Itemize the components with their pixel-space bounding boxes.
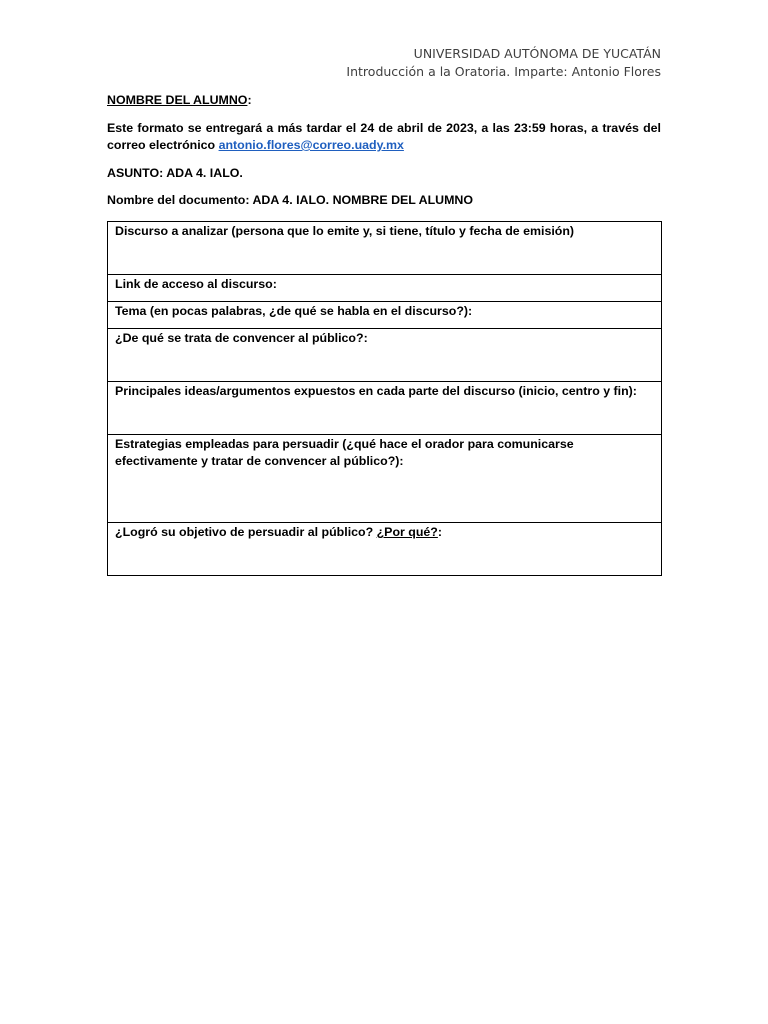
form-cell-convince[interactable]: ¿De qué se trata de convencer al público?: [108, 329, 662, 382]
objective-question: ¿Logró su objetivo de persuadir al público? [115, 525, 377, 539]
analysis-form-table [107, 221, 662, 576]
form-cell-topic[interactable]: Tema (en pocas palabras, ¿de qué se habla en el discurso?): [108, 302, 662, 329]
document-name-line: Nombre del documento: ADA 4. IALO. NOMBRE DEL ALUMNO [107, 193, 473, 207]
form-cell-speech[interactable]: Discurso a analizar (persona que lo emite y, si tiene, título y fecha de emisión) [108, 222, 662, 275]
document-body [107, 92, 661, 209]
form-row-strategies [108, 435, 662, 523]
form-cell-link[interactable]: Link de acceso al discurso: [108, 275, 662, 302]
delivery-text: Este formato se entregará a más tardar el 24 de abril de 2023, a las 23:59 horas, a través del correo electrónico [107, 121, 661, 152]
form-cell-objective[interactable] [108, 523, 662, 576]
student-name-label: NOMBRE DEL ALUMNO [107, 93, 248, 107]
student-name-colon: : [247, 93, 252, 107]
document-header [261, 45, 661, 81]
objective-colon: : [437, 525, 443, 539]
email-link[interactable]: antonio.flores@correo.uady.mx [218, 138, 404, 152]
form-row-objective [108, 523, 662, 576]
form-row-link [108, 275, 662, 302]
form-cell-strategies[interactable]: Estrategias empleadas para persuadir (¿qué hace el orador para comunicarse efectivamente y tratar de convencer al público?): [108, 435, 662, 523]
form-row-ideas [108, 382, 662, 435]
form-cell-ideas[interactable]: Principales ideas/argumentos expuestos en cada parte del discurso (inicio, centro y fin): [108, 382, 662, 435]
form-row-speech [108, 222, 662, 275]
why-question: ¿Por qué? [376, 525, 438, 539]
course-info: Introducción a la Oratoria. Imparte: Antonio Flores [346, 64, 661, 79]
student-name-line [107, 92, 661, 109]
form-row-convince [108, 329, 662, 382]
delivery-instructions [107, 120, 661, 154]
subject-line: ASUNTO: ADA 4. IALO. [107, 166, 243, 180]
form-row-topic [108, 302, 662, 329]
university-name: UNIVERSIDAD AUTÓNOMA DE YUCATÁN [413, 46, 661, 61]
